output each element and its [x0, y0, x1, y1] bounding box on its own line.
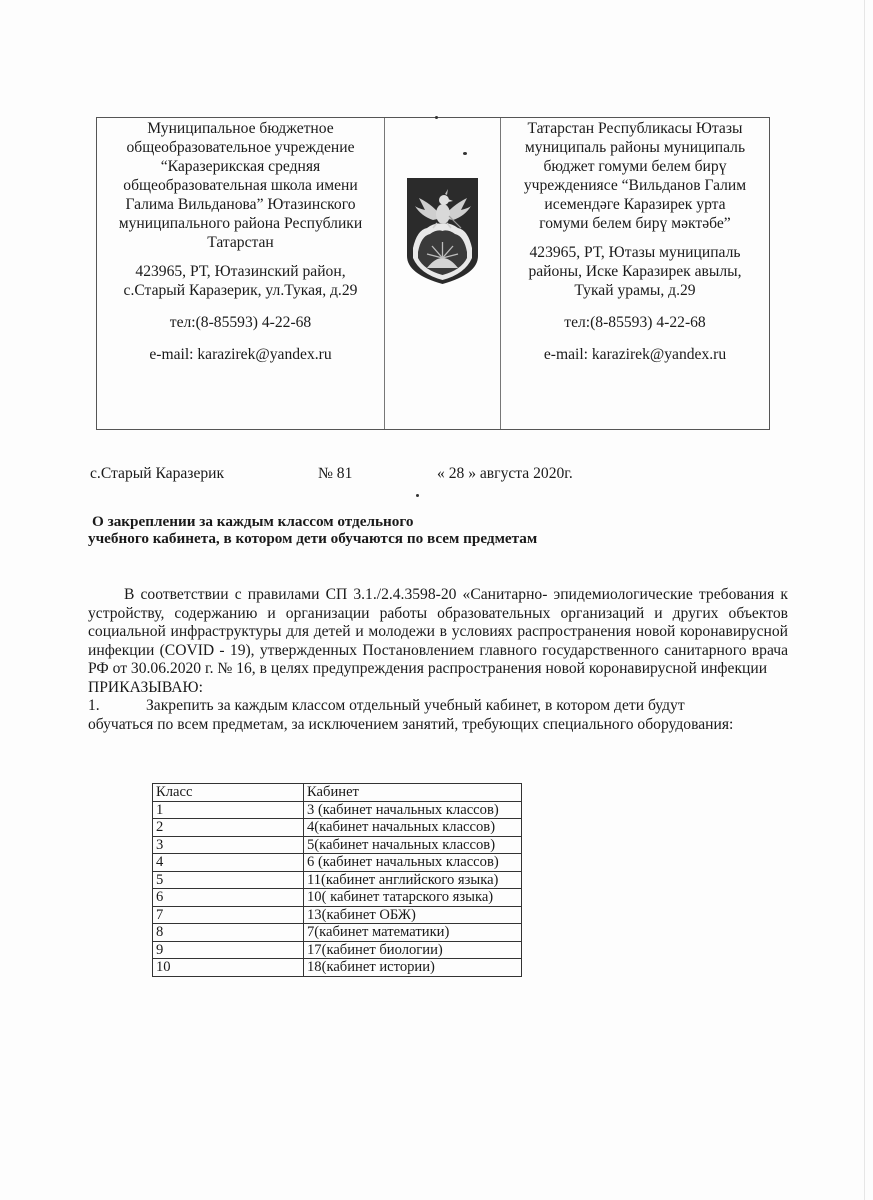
table-row [153, 906, 522, 924]
order-item [88, 697, 788, 734]
table-row [153, 836, 522, 854]
cell-room: 10( кабинет татарского языка) [304, 889, 522, 907]
scan-speck [416, 494, 419, 497]
cell-room: 11(кабинет английского языка) [304, 871, 522, 889]
table-row [153, 854, 522, 872]
address-line: 423965, РТ, Ютазы муниципаль [529, 244, 741, 261]
coat-of-arms-icon [405, 176, 480, 286]
school-name-line: общеобразовательное учреждение [126, 139, 355, 156]
cell-class: 1 [153, 801, 304, 819]
item-text: Закрепить за каждым классом отдельный учебный кабинет, в котором дети будут [146, 697, 685, 714]
title-line: учебного кабинета, в котором дети обучаются по всем предметам [88, 530, 538, 547]
place: с.Старый Каразерик [90, 465, 225, 482]
school-name-line: Муниципальное бюджетное [147, 120, 334, 137]
cell-class: 2 [153, 819, 304, 837]
table-row [153, 819, 522, 837]
cell-class: 6 [153, 889, 304, 907]
school-name-ru [97, 119, 384, 252]
table-row [153, 889, 522, 907]
cell-room: 18(кабинет истории) [304, 959, 522, 977]
address-line: районы, Иске Каразирек авылы, [528, 263, 742, 280]
cell-room: 4(кабинет начальных классов) [304, 819, 522, 837]
email-ru: e-mail: karazirek@yandex.ru [149, 346, 332, 363]
emblem-column [384, 118, 501, 429]
title-line: О закреплении за каждым классом отдельного [92, 513, 414, 530]
cell-class: 3 [153, 836, 304, 854]
letterhead [96, 117, 770, 430]
cell-class: 4 [153, 854, 304, 872]
school-name-line: Галима Вильданова” Ютазинского [125, 196, 356, 213]
address-line: Тукай урамы, д.29 [574, 282, 696, 299]
cell-class: 9 [153, 941, 304, 959]
table-row [153, 941, 522, 959]
cell-class: 8 [153, 924, 304, 942]
school-name-line: бюджет гомуми белем бирү [543, 158, 727, 175]
school-name-line: Татарстан Республикасы Ютазы [527, 120, 743, 137]
cell-room: 6 (кабинет начальных классов) [304, 854, 522, 872]
cell-room: 5(кабинет начальных классов) [304, 836, 522, 854]
header-room: Кабинет [304, 784, 522, 802]
cell-class: 10 [153, 959, 304, 977]
cell-room: 7(кабинет математики) [304, 924, 522, 942]
letterhead-tatar [501, 118, 769, 429]
scan-speck [435, 116, 438, 119]
cell-class: 7 [153, 906, 304, 924]
header-class: Класс [153, 784, 304, 802]
order-word: ПРИКАЗЫВАЮ: [88, 678, 203, 696]
table-row [153, 924, 522, 942]
school-name-line: муниципаль районы муниципаль [524, 139, 746, 156]
school-name-tt [501, 119, 769, 233]
classroom-table [152, 783, 522, 977]
address-line: с.Старый Каразерик, ул.Тукая, д.29 [123, 282, 358, 299]
school-name-line: исемендәге Каразирек урта [544, 196, 726, 213]
cell-room: 3 (кабинет начальных классов) [304, 801, 522, 819]
table-row [153, 871, 522, 889]
table-row [153, 959, 522, 977]
page-edge [864, 0, 865, 1200]
table-header-row [153, 784, 522, 802]
school-name-line: гомуми белем бирү мәктәбе” [539, 215, 731, 232]
address-line: 423965, РТ, Ютазинский район, [135, 263, 346, 280]
order-title [88, 513, 537, 547]
email-tt: e-mail: karazirek@yandex.ru [543, 346, 727, 363]
address-tt [501, 243, 769, 300]
school-name-line: “Каразерикская средняя [160, 158, 321, 175]
phone-tt: тел:(8-85593) 4-22-68 [564, 314, 706, 331]
school-name-line: учреждениясе “Вильданов Галим [523, 177, 747, 194]
cell-room: 13(кабинет ОБЖ) [304, 906, 522, 924]
address-ru [97, 262, 384, 300]
item-number: 1. [88, 697, 100, 714]
school-name-line: муниципального района Республики [118, 215, 363, 232]
order-number: № 81 [318, 465, 353, 482]
order-body [88, 586, 788, 734]
school-name-line: Татарстан [207, 234, 274, 251]
school-name-line: общеобразовательная школа имени [123, 177, 358, 194]
letterhead-russian [97, 118, 384, 429]
item-continuation: обучаться по всем предметам, за исключением занятий, требующих специального оборудования: [88, 715, 734, 733]
cell-class: 5 [153, 871, 304, 889]
order-date: « 28 » августа 2020г. [437, 465, 573, 482]
preamble-paragraph: В соответствии с правилами СП 3.1./2.4.3598-20 «Санитарно- эпидемиологические требования к устройству, содержанию и организации работы образовательных организаций и других объектов социальной инфраструктуры для детей и молодежи в условиях распространения новой коронавирусной инфекции (COVID - 19), утвержденных Постановлением главного государственного санитарного врача РФ от 30.06.2020 г. № 16, в целях предупреждения распространения новой коронавирусной инфекции [88, 586, 788, 677]
phone-ru: тел:(8-85593) 4-22-68 [169, 314, 312, 331]
cell-room: 17(кабинет биологии) [304, 941, 522, 959]
scan-speck [463, 152, 467, 155]
table-row [153, 801, 522, 819]
